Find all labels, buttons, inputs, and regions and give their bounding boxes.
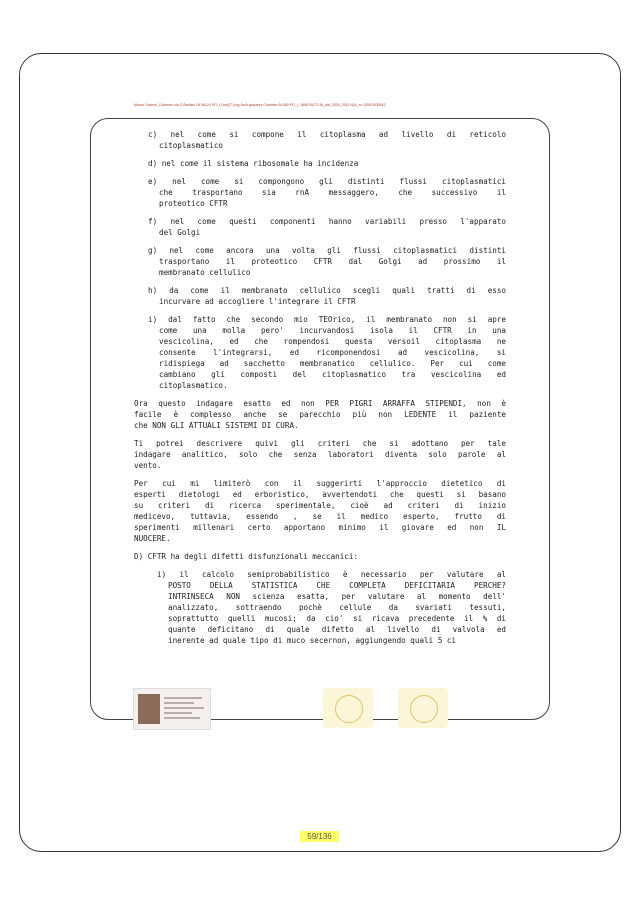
paragraph xyxy=(134,438,506,471)
paragraph xyxy=(134,551,506,562)
text-line: D) CFTR ha degli difetti disfunzionali meccanici: xyxy=(134,552,359,561)
text-line: cambiano gli composti del citoplasmatico tra vescicolina ed xyxy=(159,370,506,379)
text-line: g) nel come ancora una volta gli flussi citoplasmatici distinti xyxy=(148,246,506,255)
list-item xyxy=(134,176,506,209)
text-line: NUOCERE. xyxy=(134,534,171,543)
text-line: come una molla pero' incurvandosi isola il CFTR in una xyxy=(159,326,506,335)
text-line: ridispiega ad sacchetto membranatico cellulico. Per cui come xyxy=(159,359,506,368)
text-line: incurvare ad accogliere l'integrare il CFTR xyxy=(159,297,356,306)
text-line: vescicolina, ed che rompendosi questa versoil citoplasma ne xyxy=(159,337,506,346)
sub-item xyxy=(134,569,506,646)
list-item xyxy=(134,285,506,307)
list-item xyxy=(134,314,506,391)
text-line: indagare analitico, solo che senza laboratori diventa solo parole al xyxy=(134,450,506,459)
text-line: facile è complesso anche se parecchio più non LEDENTE il paziente xyxy=(134,410,506,419)
list-item xyxy=(134,158,506,169)
text-line: i) il calcolo semiprobabilistico è necessario per valutare al xyxy=(157,570,506,579)
text-line: citoplasmatico xyxy=(159,141,224,150)
text-line: c) nel come si compone il citoplasma ad livello di reticolo xyxy=(148,130,506,139)
list-item xyxy=(134,216,506,238)
id-photo xyxy=(138,694,160,724)
text-line: proteotico CFTR xyxy=(159,199,228,208)
page-number: 59/136 xyxy=(300,831,339,842)
sub-list-item xyxy=(134,569,506,646)
paragraph-list xyxy=(134,398,506,562)
text-line: INTRINSECA NON scienza esatta, per valutare al momento dell' xyxy=(168,592,506,601)
text-line: i) dal fatto che secondo mio TEOrico, il membranato non si apre xyxy=(148,315,506,324)
text-line: del Golgi xyxy=(159,228,201,237)
text-line: f) nel come questi componenti hanno variabili presso l'apparato xyxy=(148,217,506,226)
text-line: analizzato, sottraendo pochè cellule da svariati tessuti, xyxy=(168,603,506,612)
text-line: citoplasmatico. xyxy=(159,381,228,390)
text-line: Ti potrei descrivere quivi gli criteri che si adottano per tale xyxy=(134,439,506,448)
text-line: su criteri di ricerca sperimentale, cioè ad criteri di inizio xyxy=(134,501,506,510)
text-line: Per cui mi limiterò con il suggerirti l'approccio dietetico di xyxy=(134,479,506,488)
list-item xyxy=(134,129,506,151)
text-line: h) da come il membranato cellulico scegli quali tratti di esso xyxy=(148,286,506,295)
item-list xyxy=(134,129,506,391)
text-line: inerente ad quale tipo di muco secernon, aggiungendo quali 5 ci xyxy=(168,636,457,645)
paragraph xyxy=(134,398,506,431)
id-card-image xyxy=(133,688,211,730)
text-line: sperimenti millenari certo apportano minimo il giovare ed non IL xyxy=(134,523,506,532)
paragraph xyxy=(134,478,506,544)
stamp-right xyxy=(398,688,448,728)
text-line: d) nel come il sistema ribosomale ha incidenza xyxy=(148,159,359,168)
text-line: trasportano il proteotico CFTR dal Golgi ad prossimo il xyxy=(159,257,506,266)
text-line: soprattutto quelli mucosi; da cio' si ricava precedente il % di xyxy=(168,614,506,623)
text-line: esperti dietologi ed erboristico, avvertendoti che questi si basano xyxy=(134,490,506,499)
text-line: vento. xyxy=(134,461,162,470)
text-line: che trasportano sia rnA messaggero, che successivo il xyxy=(159,188,506,197)
text-line: quante deficitano di quale difetto al livello di valvola ed xyxy=(168,625,506,634)
text-line: medicevo, tuttavia, essendo , se il medico esperto, frutto di xyxy=(134,512,506,521)
text-line: Ora questo indagare esatto ed non PER PIGRI ARRAFFA STIPENDI, non è xyxy=(134,399,506,408)
stamps-row xyxy=(133,688,473,733)
document-body xyxy=(134,129,506,653)
text-line: che NON GLI ATTUALI SISTEMI DI CURA. xyxy=(134,421,299,430)
text-line: membranato cellulico xyxy=(159,268,251,277)
text-line: e) nel come si compongono gli distinti flussi citoplasmatici xyxy=(148,177,506,186)
stamp-left xyxy=(323,688,373,728)
text-line: consente l'integrarsi, ed ricomponendosi ad vescicolina, si xyxy=(159,348,506,357)
document-header: Mauro Gammi_Colombo via G.Brufani 18 06124 PG_I Dott(2°),Ing.Arch.giovanni Colombo A1050 PG_I_1895 05171 f5_dal_2003_2011 N/A_m: 02910100542 xyxy=(134,103,386,107)
list-item xyxy=(134,245,506,278)
text-line: POSTO DELLA STATISTICA CHE COMPLETA DEFICITARIA PERCHE? xyxy=(168,581,506,590)
